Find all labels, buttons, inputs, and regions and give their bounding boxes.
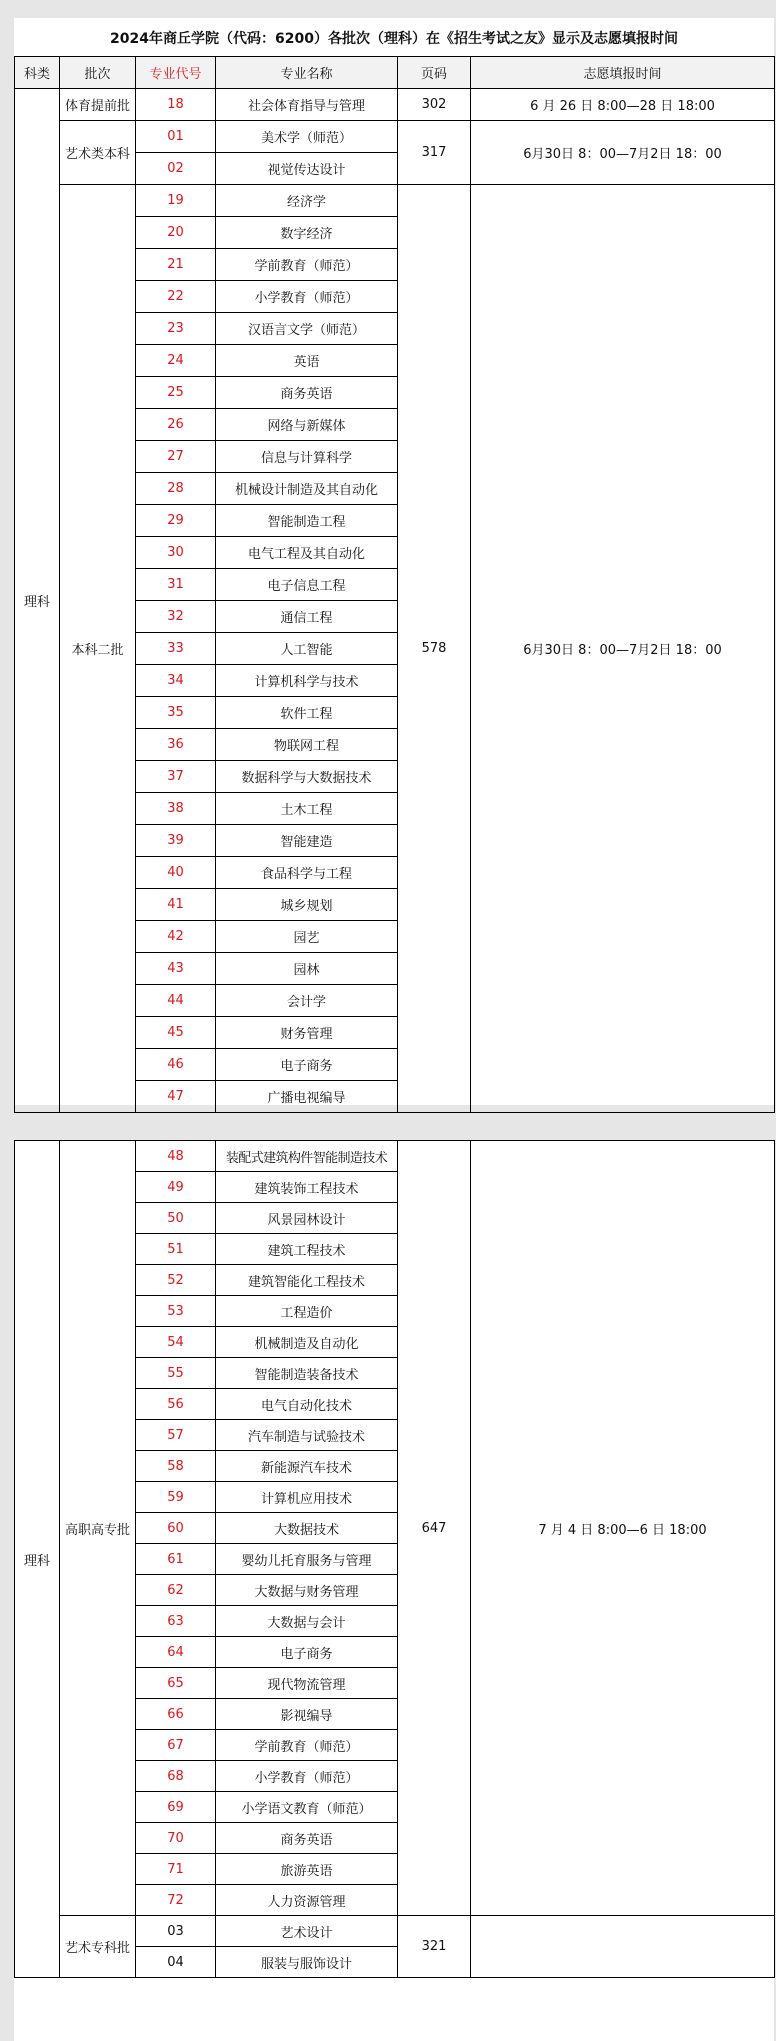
major-name-cell: 软件工程: [216, 697, 398, 729]
major-code-cell: 62: [136, 1575, 216, 1606]
major-code-cell: 66: [136, 1699, 216, 1730]
major-name-cell: 数字经济: [216, 217, 398, 249]
header-code: 专业代号: [136, 57, 216, 89]
table-row: [15, 121, 775, 153]
major-name-cell: 小学语文教育（师范）: [216, 1792, 398, 1823]
major-code-cell: 67: [136, 1730, 216, 1761]
major-name-cell: 计算机应用技术: [216, 1482, 398, 1513]
major-code-cell: 25: [136, 377, 216, 409]
major-code-cell: 37: [136, 761, 216, 793]
major-name-cell: 大数据技术: [216, 1513, 398, 1544]
header-batch: 批次: [60, 57, 136, 89]
major-code-cell: 35: [136, 697, 216, 729]
sheet-page-1: [14, 18, 774, 1105]
major-name-cell: 装配式建筑构件智能制造技术: [216, 1141, 398, 1172]
major-name-cell: 汉语言文学（师范）: [216, 313, 398, 345]
major-code-cell: 53: [136, 1296, 216, 1327]
major-name-cell: 园林: [216, 953, 398, 985]
major-name-cell: 园艺: [216, 921, 398, 953]
sheet-page-2: [14, 1140, 774, 2041]
major-code-cell: 46: [136, 1049, 216, 1081]
major-code-cell: 43: [136, 953, 216, 985]
major-name-cell: 人力资源管理: [216, 1885, 398, 1916]
major-code-cell: 55: [136, 1358, 216, 1389]
major-name-cell: 服装与服饰设计: [216, 1947, 398, 1978]
major-name-cell: 学前教育（师范）: [216, 249, 398, 281]
major-name-cell: 数据科学与大数据技术: [216, 761, 398, 793]
major-code-cell: 01: [136, 121, 216, 153]
major-code-cell: 36: [136, 729, 216, 761]
major-code-cell: 52: [136, 1265, 216, 1296]
major-code-cell: 47: [136, 1081, 216, 1113]
major-name-cell: 小学教育（师范）: [216, 1761, 398, 1792]
major-code-cell: 38: [136, 793, 216, 825]
major-code-cell: 03: [136, 1916, 216, 1947]
major-name-cell: 通信工程: [216, 601, 398, 633]
batch-cell: 本科二批: [60, 185, 136, 1113]
major-code-cell: 41: [136, 889, 216, 921]
major-name-cell: 计算机科学与技术: [216, 665, 398, 697]
major-code-cell: 34: [136, 665, 216, 697]
major-code-cell: 71: [136, 1854, 216, 1885]
major-name-cell: 艺术设计: [216, 1916, 398, 1947]
major-code-cell: 33: [136, 633, 216, 665]
major-name-cell: 电子信息工程: [216, 569, 398, 601]
major-name-cell: 社会体育指导与管理: [216, 89, 398, 121]
major-name-cell: 建筑装饰工程技术: [216, 1172, 398, 1203]
header-subject: 科类: [15, 57, 60, 89]
batch-cell: 体育提前批: [60, 89, 136, 121]
batch-cell: 高职高专批: [60, 1141, 136, 1916]
table-row: [15, 1916, 775, 1947]
major-code-cell: 42: [136, 921, 216, 953]
table-body: [15, 89, 775, 1113]
major-code-cell: 32: [136, 601, 216, 633]
major-name-cell: 风景园林设计: [216, 1203, 398, 1234]
major-name-cell: 学前教育（师范）: [216, 1730, 398, 1761]
table-header-row: [15, 57, 775, 89]
major-name-cell: 电气工程及其自动化: [216, 537, 398, 569]
page-cell: 321: [398, 1916, 471, 1978]
major-code-cell: 02: [136, 153, 216, 185]
major-code-cell: 24: [136, 345, 216, 377]
header-page: 页码: [398, 57, 471, 89]
major-code-cell: 51: [136, 1234, 216, 1265]
major-name-cell: 旅游英语: [216, 1854, 398, 1885]
schedule-table-2: [14, 1140, 775, 1978]
major-code-cell: 60: [136, 1513, 216, 1544]
batch-cell: 艺术类本科: [60, 121, 136, 185]
major-code-cell: 69: [136, 1792, 216, 1823]
major-code-cell: 65: [136, 1668, 216, 1699]
table-row: [15, 1141, 775, 1172]
major-code-cell: 04: [136, 1947, 216, 1978]
major-name-cell: 土木工程: [216, 793, 398, 825]
major-code-cell: 70: [136, 1823, 216, 1854]
major-name-cell: 人工智能: [216, 633, 398, 665]
major-name-cell: 食品科学与工程: [216, 857, 398, 889]
major-code-cell: 40: [136, 857, 216, 889]
page-cell: 302: [398, 89, 471, 121]
major-name-cell: 大数据与会计: [216, 1606, 398, 1637]
major-code-cell: 68: [136, 1761, 216, 1792]
major-code-cell: 19: [136, 185, 216, 217]
major-name-cell: 智能制造工程: [216, 505, 398, 537]
time-cell: 7 月 4 日 8:00—6 日 18:00: [471, 1141, 775, 1916]
time-cell: 6月30日 8：00—7月2日 18：00: [471, 121, 775, 185]
major-name-cell: 机械设计制造及其自动化: [216, 473, 398, 505]
major-name-cell: 会计学: [216, 985, 398, 1017]
major-name-cell: 汽车制造与试验技术: [216, 1420, 398, 1451]
major-code-cell: 61: [136, 1544, 216, 1575]
major-name-cell: 信息与计算科学: [216, 441, 398, 473]
major-code-cell: 28: [136, 473, 216, 505]
header-major: 专业名称: [216, 57, 398, 89]
major-name-cell: 建筑智能化工程技术: [216, 1265, 398, 1296]
major-code-cell: 44: [136, 985, 216, 1017]
major-code-cell: 45: [136, 1017, 216, 1049]
batch-cell: 艺术专科批: [60, 1916, 136, 1978]
table-row: [15, 185, 775, 217]
subject-cell: 理科: [15, 1141, 60, 1978]
major-code-cell: 31: [136, 569, 216, 601]
major-name-cell: 智能制造装备技术: [216, 1358, 398, 1389]
major-name-cell: 电子商务: [216, 1049, 398, 1081]
major-code-cell: 39: [136, 825, 216, 857]
major-name-cell: 电气自动化技术: [216, 1389, 398, 1420]
major-code-cell: 72: [136, 1885, 216, 1916]
major-name-cell: 现代物流管理: [216, 1668, 398, 1699]
time-cell: 6月30日 8：00—7月2日 18：00: [471, 185, 775, 1113]
header-time: 志愿填报时间: [471, 57, 775, 89]
major-code-cell: 29: [136, 505, 216, 537]
major-name-cell: 商务英语: [216, 377, 398, 409]
major-code-cell: 54: [136, 1327, 216, 1358]
major-name-cell: 美术学（师范）: [216, 121, 398, 153]
major-name-cell: 英语: [216, 345, 398, 377]
major-name-cell: 智能建造: [216, 825, 398, 857]
major-name-cell: 广播电视编导: [216, 1081, 398, 1113]
table-row: [15, 89, 775, 121]
major-code-cell: 23: [136, 313, 216, 345]
major-code-cell: 58: [136, 1451, 216, 1482]
major-code-cell: 63: [136, 1606, 216, 1637]
major-code-cell: 48: [136, 1141, 216, 1172]
major-name-cell: 婴幼儿托育服务与管理: [216, 1544, 398, 1575]
major-name-cell: 财务管理: [216, 1017, 398, 1049]
subject-cell: 理科: [15, 89, 60, 1113]
major-name-cell: 新能源汽车技术: [216, 1451, 398, 1482]
schedule-table-1: [14, 56, 775, 1113]
major-code-cell: 27: [136, 441, 216, 473]
major-code-cell: 49: [136, 1172, 216, 1203]
time-cell: [471, 1916, 775, 1978]
major-name-cell: 建筑工程技术: [216, 1234, 398, 1265]
document-title: 2024年商丘学院（代码：6200）各批次（理科）在《招生考试之友》显示及志愿填报时间: [110, 31, 678, 47]
major-name-cell: 物联网工程: [216, 729, 398, 761]
major-code-cell: 22: [136, 281, 216, 313]
major-name-cell: 小学教育（师范）: [216, 281, 398, 313]
page-cell: 578: [398, 185, 471, 1113]
major-name-cell: 机械制造及自动化: [216, 1327, 398, 1358]
major-code-cell: 64: [136, 1637, 216, 1668]
page-cell: 317: [398, 121, 471, 185]
major-code-cell: 21: [136, 249, 216, 281]
major-code-cell: 56: [136, 1389, 216, 1420]
major-name-cell: 视觉传达设计: [216, 153, 398, 185]
major-code-cell: 57: [136, 1420, 216, 1451]
major-name-cell: 工程造价: [216, 1296, 398, 1327]
major-code-cell: 20: [136, 217, 216, 249]
major-name-cell: 影视编导: [216, 1699, 398, 1730]
major-code-cell: 59: [136, 1482, 216, 1513]
major-code-cell: 30: [136, 537, 216, 569]
major-name-cell: 经济学: [216, 185, 398, 217]
table-body: [15, 1141, 775, 1978]
major-code-cell: 26: [136, 409, 216, 441]
major-code-cell: 18: [136, 89, 216, 121]
major-name-cell: 网络与新媒体: [216, 409, 398, 441]
major-name-cell: 城乡规划: [216, 889, 398, 921]
major-name-cell: 商务英语: [216, 1823, 398, 1854]
page-cell: 647: [398, 1141, 471, 1916]
major-name-cell: 大数据与财务管理: [216, 1575, 398, 1606]
major-code-cell: 50: [136, 1203, 216, 1234]
time-cell: 6 月 26 日 8:00—28 日 18:00: [471, 89, 775, 121]
major-name-cell: 电子商务: [216, 1637, 398, 1668]
